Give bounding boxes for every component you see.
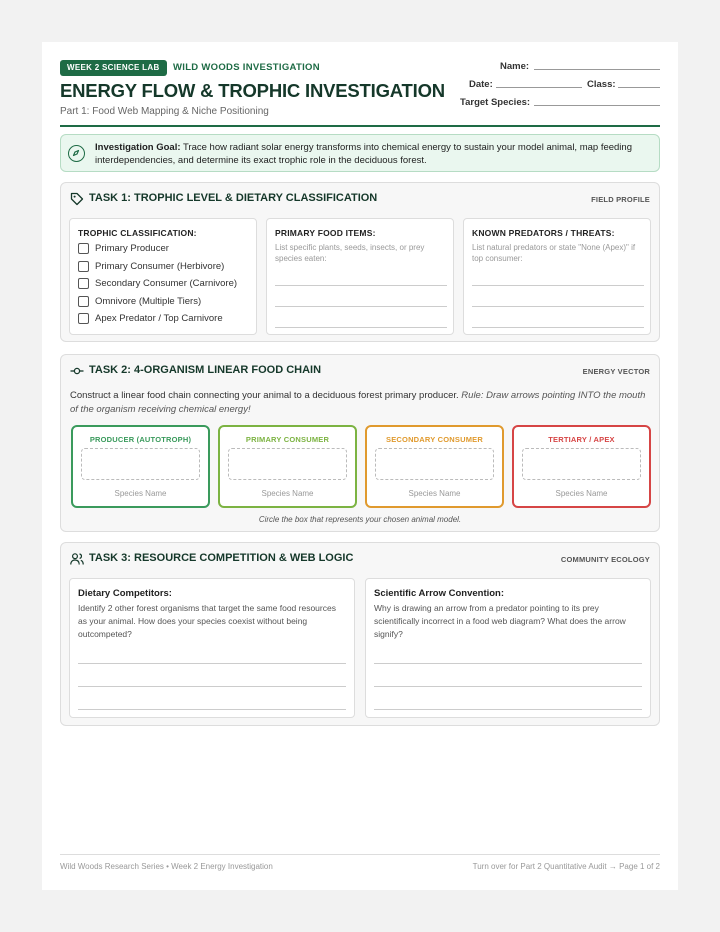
footer-left: Wild Woods Research Series • Week 2 Energy Investigation [60,862,273,871]
secondary-consumer-box[interactable] [365,425,504,508]
trophic-classification-heading: TROPHIC CLASSIFICATION: [78,228,197,238]
write-line[interactable] [374,709,642,710]
primary-food-panel [266,218,454,335]
footer-right: Turn over for Part 2 Quantitative Audit → Page 1 of 2 [472,862,660,871]
checkbox[interactable] [78,261,89,272]
task1-tag: FIELD PROFILE [591,195,650,204]
dietary-competitors-panel [69,578,355,718]
task2-card [60,354,660,532]
tertiary-apex-box[interactable] [512,425,651,508]
arrow-convention-heading: Scientific Arrow Convention: [374,588,505,599]
header-kicker: WILD WOODS INVESTIGATION [173,62,320,73]
checkbox[interactable] [78,313,89,324]
commit-icon [70,364,84,378]
arrow-convention-panel [365,578,651,718]
task3-tag: COMMUNITY ECOLOGY [560,555,650,564]
target-species-label: Target Species: [460,97,531,108]
option-omnivore[interactable]: Omnivore (Multiple Tiers) [78,293,237,311]
class-field[interactable] [618,87,660,88]
task2-instructions [70,389,650,417]
week-badge: WEEK 2 SCIENCE LAB [60,60,167,76]
date-label: Date: [469,79,493,90]
tertiary-apex-title: TERTIARY / APEX [548,435,615,444]
goal-body: Trace how radiant solar energy transforms into chemical energy to sustain your model animal, map feeding interdependencies, and determine its exact trophic role in the deciduous forest. [95,142,632,166]
checkbox[interactable] [78,296,89,307]
option-primary-consumer[interactable]: Primary Consumer (Herbivore) [78,258,237,276]
task1-card [60,182,660,342]
option-secondary-consumer[interactable]: Secondary Consumer (Carnivore) [78,275,237,293]
primary-consumer-drawing-area[interactable] [228,448,347,480]
task3-card [60,542,660,726]
write-line[interactable] [78,663,346,664]
write-line[interactable] [78,709,346,710]
target-species-field[interactable] [534,105,660,106]
write-line[interactable] [78,686,346,687]
predators-panel [463,218,651,335]
footer-divider [60,854,660,855]
tertiary-apex-species-label: Species Name [555,489,608,498]
compass-icon [68,145,85,162]
secondary-consumer-title: SECONDARY CONSUMER [386,435,483,444]
primary-consumer-species-label: Species Name [261,489,314,498]
producer-drawing-area[interactable] [81,448,200,480]
class-label: Class: [587,79,616,90]
goal-label: Investigation Goal: [95,142,181,153]
dietary-competitors-heading: Dietary Competitors: [78,588,172,599]
write-line[interactable] [275,285,447,286]
investigation-goal-banner [60,134,660,172]
page-subtitle: Part 1: Food Web Mapping & Niche Positioning [60,106,269,117]
option-primary-producer[interactable]: Primary Producer [78,240,237,258]
dietary-competitors-prompt: Identify 2 other forest organisms that target the same food resources as your animal. How does your species coexist without being outcompeted? [78,603,336,639]
task2-title: TASK 2: 4-ORGANISM LINEAR FOOD CHAIN [89,364,322,376]
producer-species-label: Species Name [114,489,167,498]
primary-food-hint: List specific plants, seeds, insects, or prey species eaten: [275,243,425,263]
secondary-consumer-drawing-area[interactable] [375,448,494,480]
write-line[interactable] [275,306,447,307]
classification-options [78,240,237,328]
write-line[interactable] [374,663,642,664]
task2-caption: Circle the box that represents your chosen animal model. [258,515,462,524]
option-apex-predator[interactable]: Apex Predator / Top Carnivore [78,310,237,328]
name-label: Name: [500,61,530,72]
task2-rule-text: Rule: Draw arrows pointing INTO the mouth of the organism receiving chemical energy! [70,390,646,415]
producer-title: PRODUCER (AUTOTROPH) [89,435,192,444]
users-icon [70,552,84,566]
write-line[interactable] [275,327,447,328]
task3-title: TASK 3: RESOURCE COMPETITION & WEB LOGIC [89,552,354,564]
trophic-classification-panel [69,218,257,335]
secondary-consumer-species-label: Species Name [408,489,461,498]
tag-icon [70,192,84,206]
write-line[interactable] [374,686,642,687]
worksheet-page [42,42,678,890]
checkbox[interactable] [78,243,89,254]
primary-consumer-title: PRIMARY CONSUMER [245,435,330,444]
header-divider [60,125,660,127]
write-line[interactable] [472,327,644,328]
name-field[interactable] [534,69,660,70]
checkbox[interactable] [78,278,89,289]
predators-heading: KNOWN PREDATORS / THREATS: [472,228,615,238]
task1-title: TASK 1: TROPHIC LEVEL & DIETARY CLASSIFICATION [89,192,378,204]
predators-hint: List natural predators or state "None (Apex)" if top consumer: [472,243,636,263]
primary-consumer-box[interactable] [218,425,357,508]
page-title: ENERGY FLOW & TROPHIC INVESTIGATION [60,80,445,101]
task2-tag: ENERGY VECTOR [582,367,650,376]
goal-text [95,142,655,167]
date-field[interactable] [496,87,582,88]
arrow-convention-prompt: Why is drawing an arrow from a predator pointing to its prey scientifically incorrect in a food web diagram? What does the arrow signify? [374,603,626,639]
task2-instruction-text: Construct a linear food chain connecting your animal to a deciduous forest primary producer. [70,390,459,401]
tertiary-apex-drawing-area[interactable] [522,448,641,480]
primary-food-heading: PRIMARY FOOD ITEMS: [275,228,376,238]
write-line[interactable] [472,306,644,307]
producer-box[interactable] [71,425,210,508]
write-line[interactable] [472,285,644,286]
